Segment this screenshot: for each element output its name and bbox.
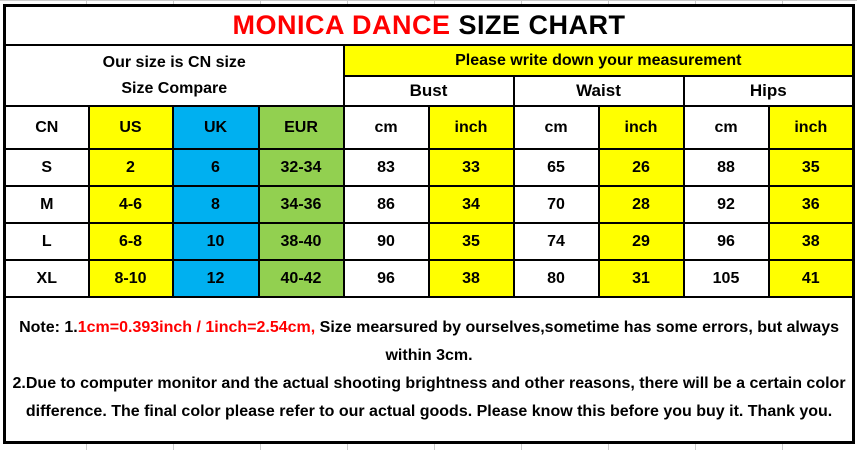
note-section: [5, 297, 854, 443]
size-row-m: [5, 186, 854, 223]
cell-us: 2: [89, 149, 173, 186]
note-paragraph-1: [6, 314, 852, 370]
cell-eur: 40-42: [259, 260, 344, 297]
size-compare-line1: Our size is CN size: [102, 53, 246, 71]
page-title-rest: SIZE CHART: [450, 10, 626, 40]
col-header-eur: EUR: [259, 106, 344, 149]
cell-waist-cm: 74: [514, 223, 599, 260]
page-title-brand: MONICA DANCE: [232, 10, 451, 40]
size-compare-line2: Size Compare: [121, 79, 228, 97]
col-header-waist-cm: cm: [514, 106, 599, 149]
col-header-uk: UK: [173, 106, 259, 149]
cell-hips-cm: 88: [684, 149, 769, 186]
group-header-hips: Hips: [684, 76, 854, 106]
measurement-banner: Please write down your measurement: [344, 45, 854, 76]
col-header-bust-inch: inch: [429, 106, 514, 149]
size-row-xl: [5, 260, 854, 297]
cell-bust-cm: 96: [344, 260, 429, 297]
cell-hips-inch: 35: [769, 149, 854, 186]
cell-eur: 32-34: [259, 149, 344, 186]
col-header-waist-inch: inch: [599, 106, 684, 149]
cell-waist-cm: 65: [514, 149, 599, 186]
cell-size-label: XL: [5, 260, 89, 297]
cell-waist-inch: 26: [599, 149, 684, 186]
cell-bust-cm: 83: [344, 149, 429, 186]
background-gridlines-bottom: [0, 444, 857, 450]
cell-waist-inch: 29: [599, 223, 684, 260]
cell-bust-cm: 90: [344, 223, 429, 260]
cell-eur: 38-40: [259, 223, 344, 260]
cell-us: 8-10: [89, 260, 173, 297]
cell-size-label: L: [5, 223, 89, 260]
cell-hips-cm: 105: [684, 260, 769, 297]
size-row-l: [5, 223, 854, 260]
cell-bust-inch: 38: [429, 260, 514, 297]
size-compare-header: [5, 45, 344, 106]
cell-hips-inch: 36: [769, 186, 854, 223]
note-paragraph-2: 2.Due to computer monitor and the actual shooting brightness and other reasons, there will be a certain color difference. The final color please refer to our actual goods. Please know this before you buy it. Thank you.: [12, 374, 846, 420]
cell-uk: 8: [173, 186, 259, 223]
cell-waist-cm: 80: [514, 260, 599, 297]
note-prefix: Note: 1.: [19, 318, 78, 336]
col-header-us: US: [89, 106, 173, 149]
cell-us: 4-6: [89, 186, 173, 223]
cell-bust-inch: 33: [429, 149, 514, 186]
col-header-hips-cm: cm: [684, 106, 769, 149]
cell-bust-cm: 86: [344, 186, 429, 223]
cell-waist-inch: 31: [599, 260, 684, 297]
cell-hips-cm: 92: [684, 186, 769, 223]
cell-size-label: M: [5, 186, 89, 223]
cell-waist-inch: 28: [599, 186, 684, 223]
cell-size-label: S: [5, 149, 89, 186]
cell-hips-inch: 41: [769, 260, 854, 297]
cell-bust-inch: 34: [429, 186, 514, 223]
group-header-bust: Bust: [344, 76, 514, 106]
size-row-s: [5, 149, 854, 186]
group-header-waist: Waist: [514, 76, 684, 106]
size-chart-table: [3, 4, 855, 444]
col-header-cn: CN: [5, 106, 89, 149]
cell-waist-cm: 70: [514, 186, 599, 223]
note-line1-rest: Size mearsured by ourselves,sometime has some errors, but always within 3cm.: [315, 318, 840, 364]
cell-eur: 34-36: [259, 186, 344, 223]
cell-uk: 12: [173, 260, 259, 297]
cell-uk: 6: [173, 149, 259, 186]
cell-hips-cm: 96: [684, 223, 769, 260]
col-header-hips-inch: inch: [769, 106, 854, 149]
col-header-bust-cm: cm: [344, 106, 429, 149]
cell-bust-inch: 35: [429, 223, 514, 260]
note-conversion-formula: 1cm=0.393inch / 1inch=2.54cm,: [77, 318, 316, 336]
cell-hips-inch: 38: [769, 223, 854, 260]
cell-us: 6-8: [89, 223, 173, 260]
cell-uk: 10: [173, 223, 259, 260]
page-title: [5, 6, 854, 46]
